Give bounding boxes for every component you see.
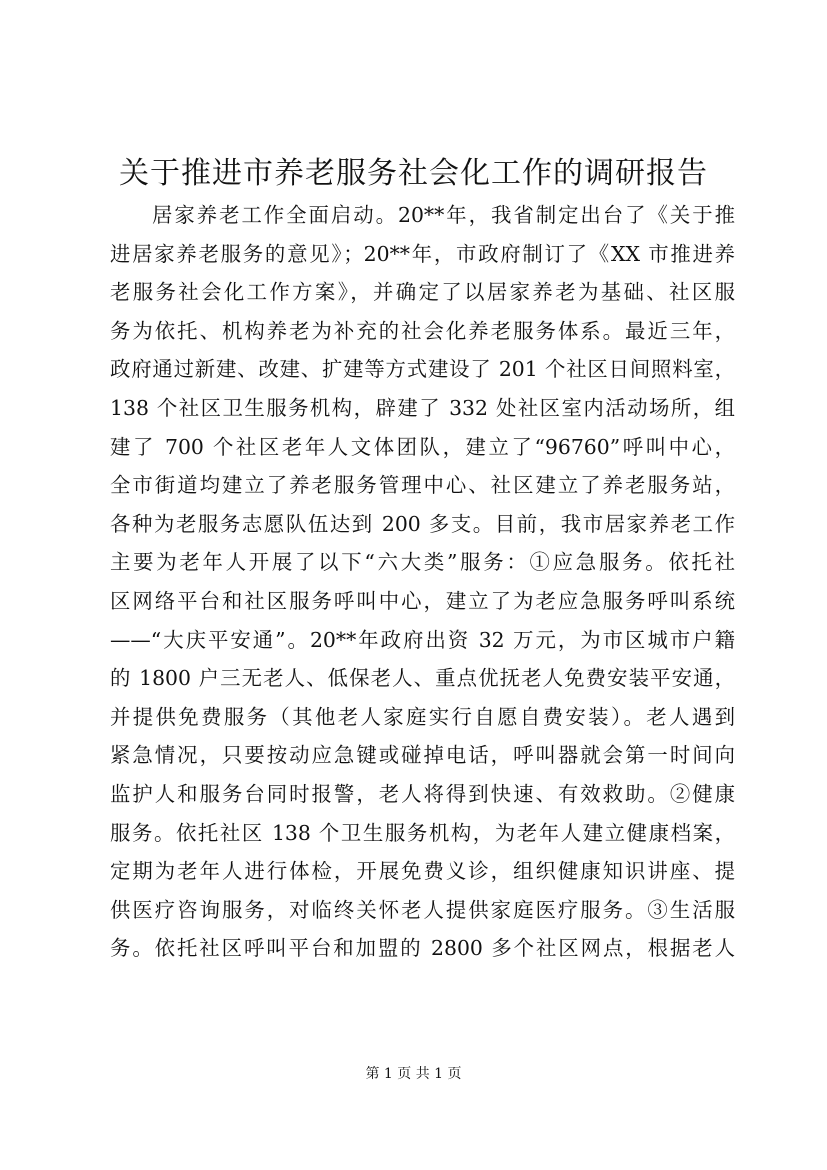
page-footer: 第 1 页 共 1 页: [365, 1066, 462, 1082]
text-line: 紧急情况，只要按动应急键或碰掉电话，呼叫器就会第一时间向: [110, 743, 735, 768]
text-line: 全市街道均建立了养老服务管理中心、社区建立了养老服务站，: [110, 473, 735, 498]
text-line: 居家养老工作全面启动。20**年，我省制定出台了《关于推: [152, 203, 735, 227]
text-line: ——“大庆平安通”。20**年政府出资 32 万元，为市区城市户籍: [110, 627, 735, 652]
text-line: 各种为老服务志愿队伍达到 200 多支。目前，我市居家养老工作: [110, 511, 735, 536]
text-line: 务为依托、机构养老为补充的社会化养老服务体系。最近三年，: [110, 318, 735, 343]
text-line: 138 个社区卫生服务机构，辟建了 332 处社区室内活动场所，组: [110, 395, 735, 420]
text-line: 服务。依托社区 138 个卫生服务机构，为老年人建立健康档案，: [110, 820, 735, 845]
text-line: 进居家养老服务的意见》；20**年，市政府制订了《XX 市推进养: [110, 241, 735, 266]
document-title: 关于推进市养老服务社会化工作的调研报告: [119, 156, 708, 191]
text-line: 供医疗咨询服务，对临终关怀老人提供家庭医疗服务。③生活服: [110, 897, 735, 922]
text-line: 主要为老年人开展了以下“六大类”服务：①应急服务。依托社: [110, 550, 735, 575]
body-text: [110, 196, 735, 968]
text-line: 监护人和服务台同时报警，老人将得到快速、有效救助。②健康: [110, 781, 735, 806]
text-line: 定期为老年人进行体检，开展免费义诊，组织健康知识讲座、提: [110, 859, 735, 884]
text-line: 务。依托社区呼叫平台和加盟的 2800 多个社区网点，根据老人: [110, 936, 735, 961]
text-line: 并提供免费服务（其他老人家庭实行自愿自费安装）。老人遇到: [110, 704, 735, 729]
text-line: 区网络平台和社区服务呼叫中心，建立了为老应急服务呼叫系统: [110, 588, 735, 613]
text-line: 的 1800 户三无老人、低保老人、重点优抚老人免费安装平安通，: [110, 666, 735, 691]
text-line: 老服务社会化工作方案》，并确定了以居家养老为基础、社区服: [110, 280, 735, 305]
text-line: 政府通过新建、改建、扩建等方式建设了 201 个社区日间照料室，: [110, 357, 735, 382]
text-line: 建了 700 个社区老年人文体团队，建立了“96760”呼叫中心，: [110, 434, 735, 459]
